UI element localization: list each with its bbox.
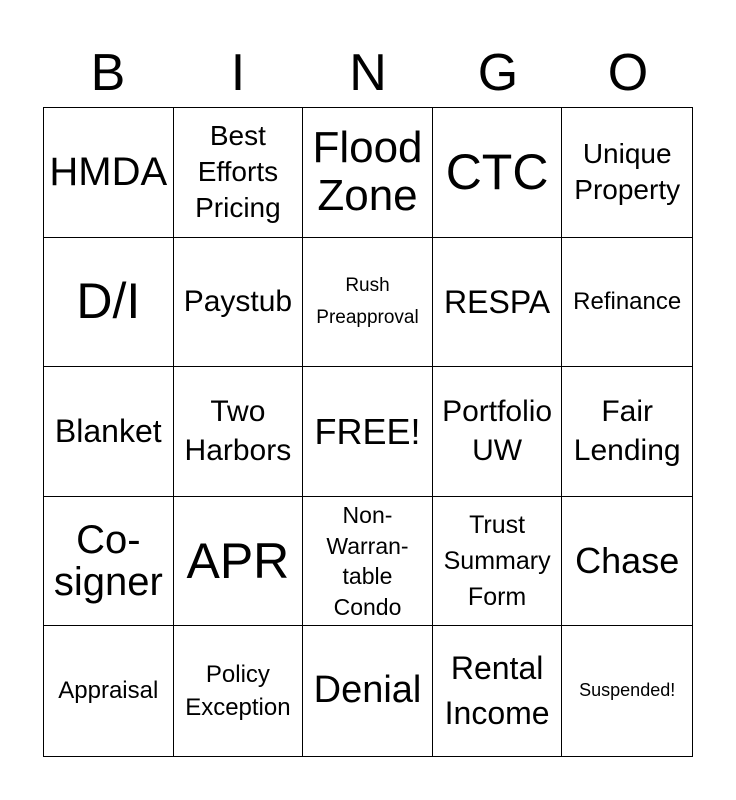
bingo-cell-r5-c3[interactable]: Denial xyxy=(303,626,433,756)
bingo-cell-r5-c5[interactable]: Suspended! xyxy=(579,680,676,701)
bingo-cell-r4-c1[interactable]: Co- signer xyxy=(44,497,174,627)
bingo-cell-r4-c2[interactable]: APR xyxy=(174,497,304,627)
bingo-cell-r5-c1[interactable]: Appraisal xyxy=(44,626,174,756)
header-letter-i: I xyxy=(230,44,246,102)
bingo-cell-r3-c1[interactable]: Blanket xyxy=(44,367,174,497)
bingo-cell-r1-c5[interactable]: Unique Property xyxy=(562,108,692,238)
bingo-cell-r1-c2[interactable]: Best Efforts Pricing xyxy=(174,108,304,238)
bingo-cell-r3-c4[interactable]: Portfolio UW xyxy=(433,367,563,497)
bingo-header xyxy=(43,40,693,106)
bingo-cell-r1-c3[interactable]: Flood Zone xyxy=(303,108,433,238)
bingo-cell-r5-c2[interactable]: Policy Exception xyxy=(174,626,304,756)
header-letter-b: B xyxy=(90,44,126,102)
bingo-cell-r2-c5[interactable]: Refinance xyxy=(562,238,692,368)
bingo-cell-r4-c4[interactable]: Trust Summary Form xyxy=(433,497,563,627)
bingo-cell-r2-c3[interactable]: Rush Preapproval xyxy=(303,238,433,368)
bingo-cell-r4-c5[interactable]: Chase xyxy=(562,497,692,627)
bingo-cell-r2-c2[interactable]: Paystub xyxy=(174,238,304,368)
header-letter-o: O xyxy=(607,44,649,102)
bingo-cell-r2-c4[interactable]: RESPA xyxy=(433,238,563,368)
header-letter-n: N xyxy=(349,44,387,102)
bingo-card xyxy=(43,107,693,757)
bingo-cell-r3-c5[interactable]: Fair Lending xyxy=(562,367,692,497)
bingo-cell-r1-c1[interactable]: HMDA xyxy=(44,108,174,238)
header-letter-g: G xyxy=(477,44,519,102)
bingo-cell-r5-c4[interactable]: Rental Income xyxy=(433,626,563,756)
bingo-cell-r3-c3[interactable]: FREE! xyxy=(303,367,433,497)
bingo-cell-r2-c1[interactable]: D/I xyxy=(44,238,174,368)
bingo-cell-r1-c4[interactable]: CTC xyxy=(433,108,563,238)
bingo-cell-r3-c2[interactable]: Two Harbors xyxy=(174,367,304,497)
bingo-cell-r4-c3[interactable]: Non- Warran- table Condo xyxy=(303,497,433,627)
